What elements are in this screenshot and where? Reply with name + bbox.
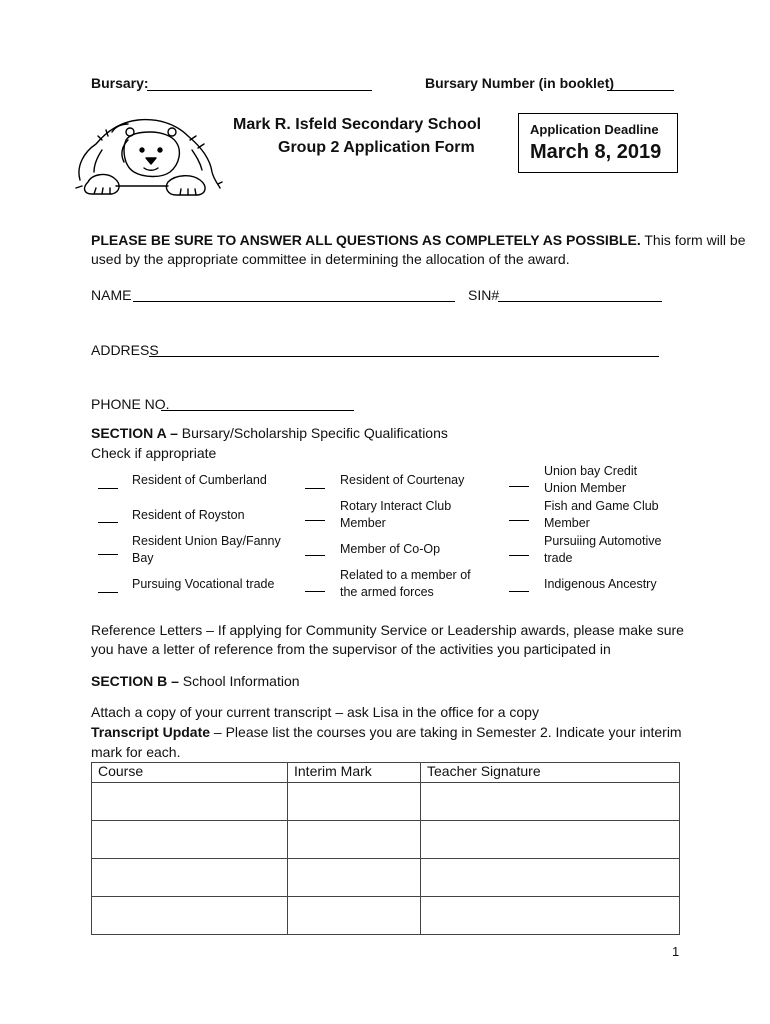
bursary-field[interactable]: [147, 90, 372, 91]
qualification-label: Related to a member of: [340, 568, 471, 582]
qualification-label: Indigenous Ancestry: [544, 577, 657, 591]
form-name: Group 2 Application Form: [278, 139, 475, 156]
qualification-label-cont: Member: [544, 516, 590, 530]
deadline-label: Application Deadline: [530, 122, 659, 137]
checkbox-blank[interactable]: [305, 520, 325, 521]
transcript-update-label: Transcript Update: [91, 724, 211, 740]
teacher-signature-cell[interactable]: [421, 821, 680, 859]
intro-text-rest: This form will be: [644, 232, 746, 248]
phone-field[interactable]: [161, 410, 354, 411]
section-b-title: [91, 673, 300, 689]
intro-bold-text: PLEASE BE SURE TO ANSWER ALL QUESTIONS AS COMPLETELY AS POSSIBLE.: [91, 232, 641, 248]
section-a-description: Bursary/Scholarship Specific Qualifications: [181, 425, 448, 441]
qualification-label-cont: trade: [544, 551, 573, 565]
checkbox-blank[interactable]: [305, 555, 325, 556]
qualification-label: Resident Union Bay/Fanny: [132, 534, 281, 548]
section-b-label: SECTION B –: [91, 673, 179, 689]
table-row: [92, 859, 680, 897]
school-name: Mark R. Isfeld Secondary School: [233, 116, 482, 133]
checkbox-blank[interactable]: [509, 591, 529, 592]
phone-label: PHONE NO.: [91, 396, 170, 412]
qualification-label: Pursuing Vocational trade: [132, 577, 275, 591]
bursary-number-field[interactable]: [607, 90, 674, 91]
sin-field[interactable]: [498, 301, 662, 302]
teacher-signature-cell[interactable]: [421, 897, 680, 935]
attach-transcript-line: Attach a copy of your current transcript – ask Lisa in the office for a copy: [91, 704, 539, 720]
column-header-teacher-signature: Teacher Signature: [421, 763, 680, 783]
checkbox-blank[interactable]: [509, 520, 529, 521]
intro-line-1: [91, 232, 746, 248]
interim-mark-cell[interactable]: [288, 821, 421, 859]
qualification-label-cont: Union Member: [544, 481, 626, 495]
section-a-label: SECTION A –: [91, 425, 178, 441]
course-cell[interactable]: [92, 897, 288, 935]
section-b-description: School Information: [182, 673, 300, 689]
reference-line-2: you have a letter of reference from the supervisor of the activities you participated in: [91, 641, 611, 657]
qualification-label: Resident of Courtenay: [340, 473, 465, 487]
name-field[interactable]: [133, 301, 455, 302]
address-field[interactable]: [149, 356, 659, 357]
checkbox-blank[interactable]: [305, 488, 325, 489]
qualification-label: Union bay Credit: [544, 464, 638, 478]
table-row: [92, 897, 680, 935]
qualification-label-cont: the armed forces: [340, 585, 434, 599]
checkbox-blank[interactable]: [98, 592, 118, 593]
qualification-label: Resident of Royston: [132, 508, 245, 522]
course-table: [91, 762, 680, 935]
sin-label: SIN#: [468, 287, 500, 303]
page-number: 1: [672, 944, 680, 959]
transcript-update-text: – Please list the courses you are taking in Semester 2. Indicate your interim: [210, 724, 682, 740]
course-cell[interactable]: [92, 859, 288, 897]
course-cell[interactable]: [92, 821, 288, 859]
table-row: [92, 783, 680, 821]
deadline-date: March 8, 2019: [530, 141, 662, 163]
qualification-label: Member of Co-Op: [340, 542, 441, 556]
bear-mascot-icon: [72, 110, 224, 198]
checkbox-blank[interactable]: [98, 488, 118, 489]
transcript-update-line-2: mark for each.: [91, 744, 181, 760]
checkbox-blank[interactable]: [305, 591, 325, 592]
table-header-row: [92, 763, 680, 783]
column-header-interim-mark: Interim Mark: [288, 763, 421, 783]
section-a-instruction: Check if appropriate: [91, 445, 217, 461]
column-header-course: Course: [92, 763, 288, 783]
bursary-label: Bursary:: [91, 75, 149, 91]
checkbox-blank[interactable]: [509, 555, 529, 556]
qualification-label: Rotary Interact Club: [340, 499, 452, 513]
intro-line-2: used by the appropriate committee in determining the allocation of the award.: [91, 251, 570, 267]
interim-mark-cell[interactable]: [288, 783, 421, 821]
bursary-number-label: Bursary Number (in booklet): [425, 75, 615, 91]
teacher-signature-cell[interactable]: [421, 859, 680, 897]
interim-mark-cell[interactable]: [288, 859, 421, 897]
name-label: NAME: [91, 287, 132, 303]
deadline-box: [518, 113, 678, 173]
checkbox-blank[interactable]: [509, 486, 529, 487]
table-row: [92, 821, 680, 859]
qualification-label-cont: Bay: [132, 551, 154, 565]
qualification-label: Pursuiing Automotive: [544, 534, 662, 548]
checkbox-blank[interactable]: [98, 522, 118, 523]
reference-line-1: Reference Letters – If applying for Community Service or Leadership awards, please make sure: [91, 622, 684, 638]
teacher-signature-cell[interactable]: [421, 783, 680, 821]
qualification-label: Resident of Cumberland: [132, 473, 267, 487]
qualification-label-cont: Member: [340, 516, 386, 530]
course-cell[interactable]: [92, 783, 288, 821]
interim-mark-cell[interactable]: [288, 897, 421, 935]
address-label: ADDRESS: [91, 342, 159, 358]
transcript-update-line: [91, 724, 682, 740]
section-a-title: [91, 425, 448, 441]
checkbox-blank[interactable]: [98, 554, 118, 555]
qualification-label: Fish and Game Club: [544, 499, 659, 513]
